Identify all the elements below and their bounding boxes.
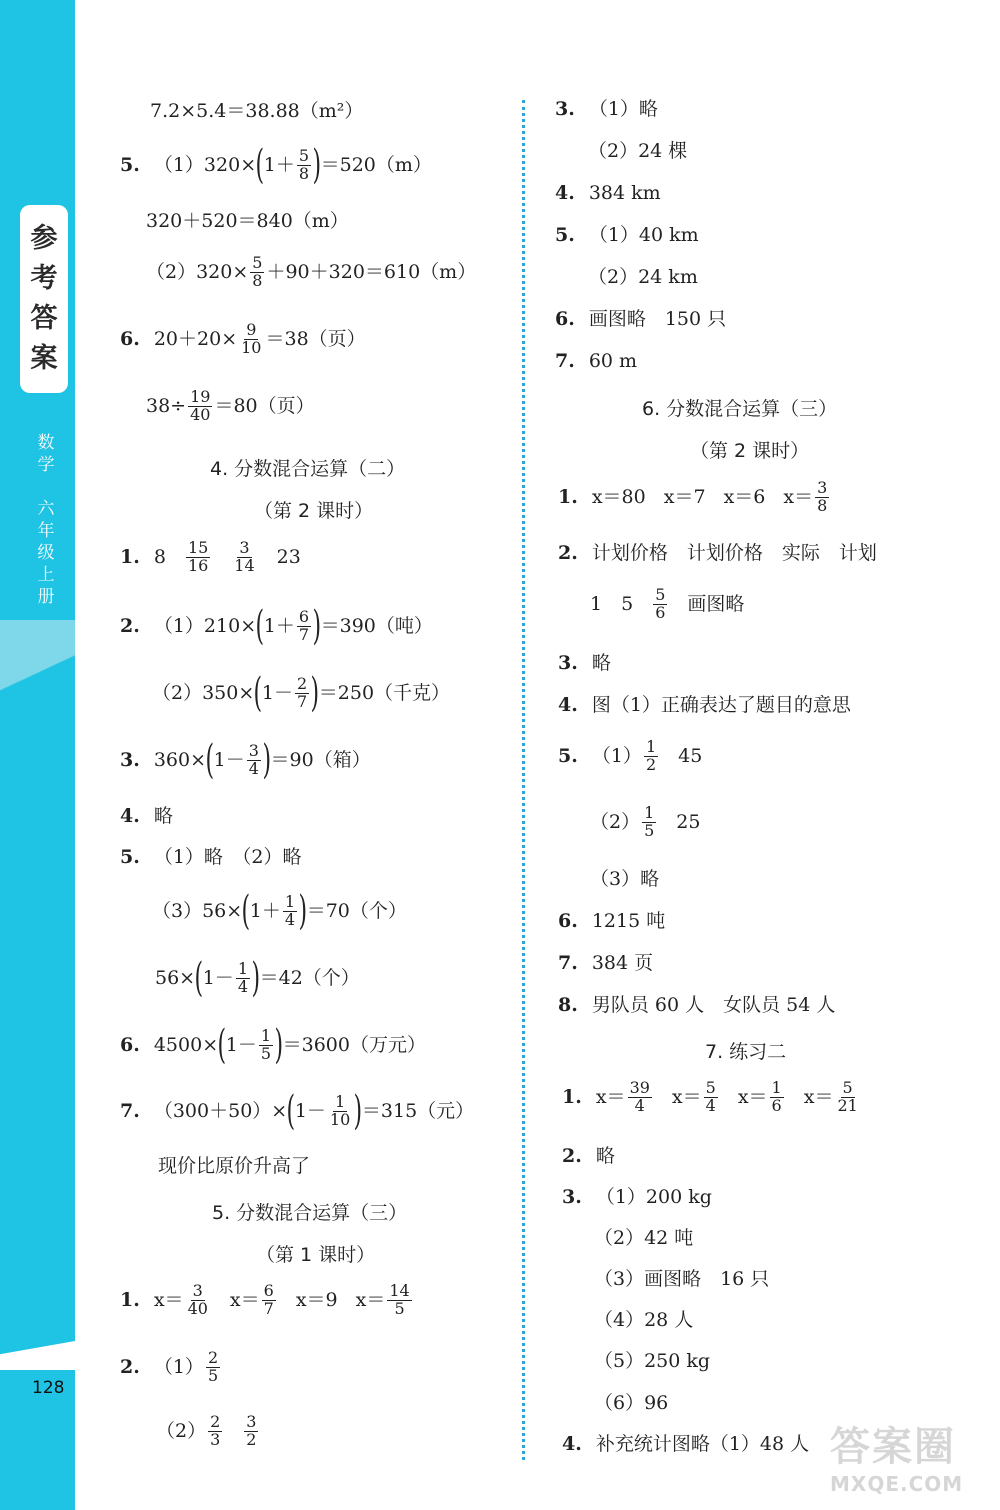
answer-line: （5）250 kg <box>594 1350 711 1372</box>
fraction: $\frac{1}{10}$ <box>329 1091 351 1129</box>
item-number: 1. <box>562 1085 582 1108</box>
answer-line: （2） $\frac{1}{5}$ 25 <box>590 803 701 840</box>
answer-line: （2）24 km <box>588 266 698 288</box>
item-number: 6. <box>120 327 140 350</box>
item-number: 8. <box>558 994 578 1016</box>
answer-item: 4. 图（1）正确表达了题目的意思 <box>558 694 851 716</box>
answer-line: 56× ( 1－ $\frac{1}{4}$ ) ＝42（个） <box>155 955 360 1001</box>
answer-line: （3）56× ( 1＋ $\frac{1}{4}$ ) ＝70（个） <box>152 888 407 934</box>
tab-char: 考 <box>30 263 58 294</box>
answer-line: （3）画图略 16 只 <box>594 1268 770 1290</box>
item-number: 4. <box>555 182 575 204</box>
item-number: 5. <box>555 224 575 246</box>
answer-item: 6. 1215 吨 <box>558 910 666 932</box>
answer-item: 5. （1）40 km <box>555 224 699 246</box>
item-number: 4. <box>562 1433 582 1455</box>
item-number: 3. <box>555 98 575 120</box>
tab-char: 参 <box>30 223 58 254</box>
item-number: 6. <box>555 308 575 330</box>
answer-item: 5. （1）略 （2）略 <box>120 846 302 868</box>
subject-label: 数 学 <box>37 433 55 475</box>
answer-line: 320＋520＝840（m） <box>146 210 349 232</box>
answer-line: （3）略 <box>590 868 660 890</box>
fraction: $\frac{1}{6}$ <box>771 1078 782 1115</box>
fraction: $\frac{5}{6}$ <box>655 585 666 622</box>
item-number: 2. <box>562 1145 582 1167</box>
answer-item: 7. （300＋50）× ( 1－ $\frac{1}{10}$ ) ＝315（元） <box>120 1088 475 1134</box>
page-number: 128 <box>32 1378 65 1398</box>
fraction: $\frac{3}{8}$ <box>817 478 828 515</box>
fraction: $\frac{3}{40}$ <box>187 1281 208 1318</box>
answer-item: 3. 略 <box>558 652 611 674</box>
item-number: 4. <box>120 805 140 827</box>
answer-item: 6. 画图略 150 只 <box>555 308 727 330</box>
fraction: $\frac{1}{4}$ <box>237 958 248 996</box>
fraction: $\frac{1}{5}$ <box>644 803 655 840</box>
fraction: $\frac{3}{4}$ <box>248 740 259 778</box>
answer-item: 5. （1） $\frac{1}{2}$ 45 <box>558 737 703 774</box>
section-heading: 4. 分数混合运算（二） <box>210 458 406 480</box>
item-number: 4. <box>558 694 578 716</box>
answer-line: 7.2×5.4＝38.88（m²） <box>150 100 364 122</box>
answer-line: （6）96 <box>594 1392 669 1414</box>
answer-item: 4. 补充统计图略（1）48 人 <box>562 1433 810 1455</box>
section-subheading: （第 2 课时） <box>254 500 374 522</box>
item-number: 7. <box>120 1099 140 1122</box>
item-number: 1. <box>120 1288 140 1311</box>
answer-item: 7. 384 页 <box>558 952 654 974</box>
answer-line: （2）42 吨 <box>594 1227 694 1249</box>
item-number: 5. <box>120 846 140 868</box>
fraction: $\frac{1}{4}$ <box>284 891 296 929</box>
answer-item: 1. x＝80 x＝7 x＝6 x＝ $\frac{3}{8}$ <box>558 478 828 515</box>
item-number: 3. <box>558 652 578 674</box>
tab-char: 答 <box>30 303 58 334</box>
answer-item: 8. 男队员 60 人 女队员 54 人 <box>558 994 836 1016</box>
fraction: $\frac{5}{4}$ <box>705 1078 716 1115</box>
fraction: $\frac{6}{7}$ <box>263 1281 274 1318</box>
answer-line: （2） $\frac{2}{3}$ $\frac{3}{2}$ <box>156 1412 257 1449</box>
answer-line: 现价比原价升高了 <box>158 1155 311 1177</box>
item-number: 6. <box>120 1033 140 1056</box>
section-heading: 5. 分数混合运算（三） <box>212 1202 408 1224</box>
fraction: $\frac{2}{3}$ <box>210 1412 221 1449</box>
fraction: $\frac{39}{4}$ <box>629 1078 650 1115</box>
fraction: $\frac{14}{5}$ <box>389 1281 410 1318</box>
answer-line: 38÷ $\frac{19}{40}$ ＝80（页） <box>146 387 315 424</box>
answer-item: 2. 计划价格 计划价格 实际 计划 <box>558 542 877 564</box>
item-number: 1. <box>120 545 140 568</box>
answer-item: 3. 360× ( 1－ $\frac{3}{4}$ ) ＝90（箱） <box>120 737 371 783</box>
answer-item: 1. x＝ $\frac{39}{4}$ x＝ $\frac{5}{4}$ x＝ $\frac{1}{6}$ x＝ $\frac{5}{21}$ <box>562 1078 858 1115</box>
answer-item: 6. 4500× ( 1－ $\frac{1}{5}$ ) ＝3600（万元） <box>120 1022 426 1068</box>
item-number: 2. <box>120 614 140 637</box>
fraction: $\frac{2}{7}$ <box>296 673 308 711</box>
answer-line: （2）24 棵 <box>588 140 688 162</box>
column-divider <box>522 100 525 1460</box>
answer-key-tab <box>20 205 68 393</box>
fraction: $\frac{6}{7}$ <box>298 606 310 644</box>
fraction: $\frac{5}{8}$ <box>252 253 263 290</box>
answer-item: 2. （1）210× ( 1＋ $\frac{6}{7}$ ) ＝390（吨） <box>120 603 433 649</box>
item-number: 7. <box>555 350 575 372</box>
section-heading: 7. 练习二 <box>705 1041 787 1063</box>
tab-char: 案 <box>30 343 58 374</box>
item-number: 6. <box>558 910 578 932</box>
fraction: $\frac{5}{21}$ <box>837 1078 858 1115</box>
answer-item: 1. 8 $\frac{15}{16}$ $\frac{3}{14}$ 23 <box>120 538 301 575</box>
fraction: $\frac{3}{14}$ <box>234 538 255 575</box>
answer-item: 3. （1）200 kg <box>562 1186 712 1208</box>
item-number: 3. <box>120 748 140 771</box>
grade-label: 六 年 级 上 册 <box>37 499 55 607</box>
answer-line: （4）28 人 <box>594 1309 694 1331</box>
sidebar-notch <box>0 1330 75 1370</box>
item-number: 7. <box>558 952 578 974</box>
watermark-logo: 答案圈 MXQE.COM <box>830 1424 964 1496</box>
answer-item: 5. （1）320× ( 1＋ $\frac{5}{8}$ ) ＝520（m） <box>120 142 432 188</box>
fraction: $\frac{9}{10}$ <box>241 320 262 357</box>
fraction: $\frac{19}{40}$ <box>190 387 211 424</box>
fraction: $\frac{2}{5}$ <box>207 1348 219 1385</box>
answer-item: 3. （1）略 <box>555 98 658 120</box>
sidebar-decoration <box>0 620 75 730</box>
answer-item: 4. 384 km <box>555 182 661 204</box>
section-subheading: （第 2 课时） <box>690 440 810 462</box>
item-number: 2. <box>120 1355 140 1378</box>
fraction: $\frac{5}{8}$ <box>298 145 310 183</box>
answer-item: 7. 60 m <box>555 350 638 372</box>
item-number: 2. <box>558 542 578 564</box>
answer-line: （2）350× ( 1－ $\frac{2}{7}$ ) ＝250（千克） <box>152 670 451 716</box>
answer-item: 6. 20＋20× $\frac{9}{10}$ ＝38（页） <box>120 320 366 357</box>
answer-item: 4. 略 <box>120 805 173 827</box>
item-number: 5. <box>120 153 140 176</box>
answer-item: 1. x＝ $\frac{3}{40}$ x＝ $\frac{6}{7}$ x＝9 x＝ $\frac{14}{5}$ <box>120 1281 410 1318</box>
section-subheading: （第 1 课时） <box>256 1244 376 1266</box>
answer-line: 1 5 $\frac{5}{6}$ 画图略 <box>590 585 745 622</box>
answer-item: 2. （1） $\frac{2}{5}$ <box>120 1348 219 1385</box>
answer-line: （2）320× $\frac{5}{8}$ ＋90＋320＝610（m） <box>146 253 477 290</box>
item-number: 1. <box>558 485 578 508</box>
item-number: 3. <box>562 1186 582 1208</box>
answer-item: 2. 略 <box>562 1145 615 1167</box>
fraction: $\frac{1}{2}$ <box>645 737 657 774</box>
item-number: 5. <box>558 744 578 767</box>
fraction: $\frac{15}{16}$ <box>187 538 209 575</box>
fraction: $\frac{3}{2}$ <box>246 1412 257 1449</box>
section-heading: 6. 分数混合运算（三） <box>642 398 838 420</box>
fraction: $\frac{1}{5}$ <box>260 1025 272 1063</box>
